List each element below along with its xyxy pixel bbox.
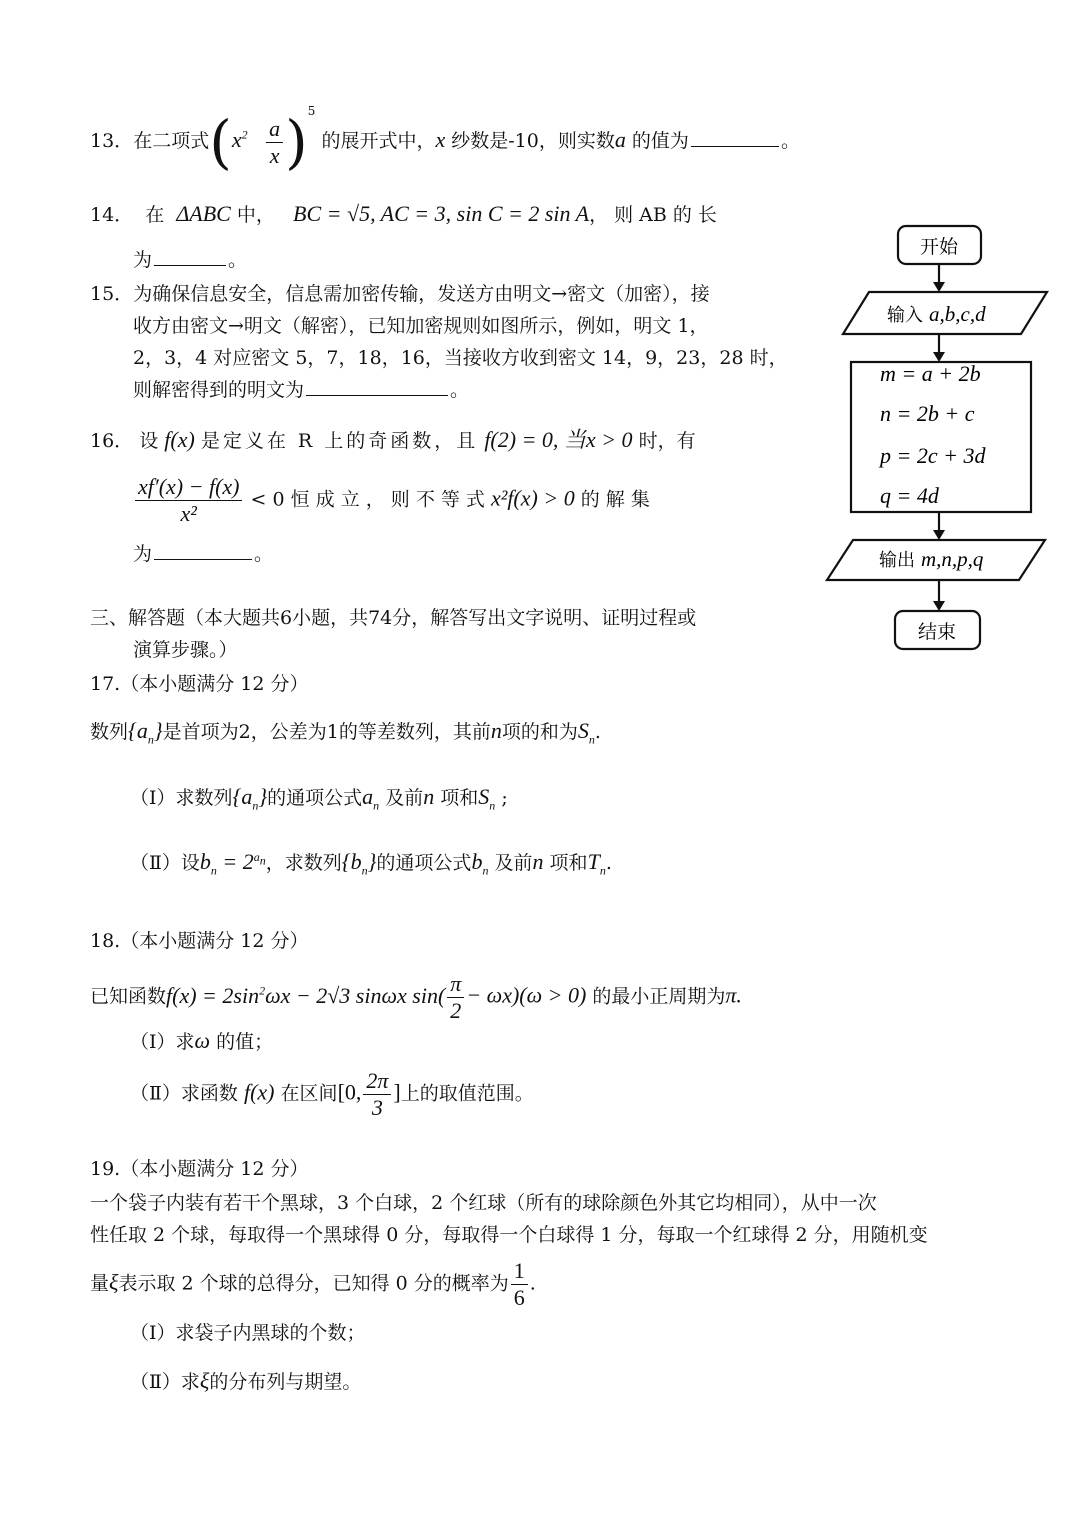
sum-sn: $S_n$ <box>478 784 496 813</box>
part-text: 及前 <box>385 787 424 809</box>
function-fx: f(x) <box>164 427 195 452</box>
binomial-power: 5 <box>307 104 316 118</box>
question-text: 2，3，4 对应密文 5，7，18，16，当接收方收到密文 14，9，23，28 时， <box>133 347 788 369</box>
part-text: （Ⅰ）求 <box>130 1031 195 1053</box>
question-text: 为确保信息安全，信息需加密传输，发送方由明文→密文（加密），接 <box>133 283 710 305</box>
var-x: x <box>435 127 446 152</box>
question-text: 表示取 2 个球的总得分，已知得 0 分的概率为 <box>118 1272 509 1295</box>
question-number: 15． <box>90 283 134 305</box>
question-text: 则解密得到的明文为 <box>133 379 305 401</box>
part-text: （Ⅱ）求函数 <box>130 1082 238 1105</box>
sequence-bn: $\{b_n\}$ <box>341 849 377 878</box>
sequence-an: $\{a_n\}$ <box>128 718 163 747</box>
sum-tn: $T_n$ <box>587 849 606 878</box>
question-text: 性任取 2 个球，每取得一个黑球得 0 分，每取得一个白球得 1 分，每取一个红球得 2 分，用随机变 <box>90 1224 928 1246</box>
part-text: （Ⅰ）求数列 <box>130 787 233 809</box>
question-text: 的最小正周期为 <box>592 985 726 1008</box>
question-text: 是首项为2，公差为1的等差数列，其前 <box>162 721 491 743</box>
question-text: 是定义在 R 上的奇函数，且 <box>200 430 479 452</box>
xi: ξ <box>109 1269 119 1295</box>
flow-assign-m: m = a + 2b <box>880 361 981 386</box>
question-header: 18.（本小题满分 12 分） <box>90 930 309 952</box>
question-text: 时，有 <box>638 430 696 452</box>
question-text: 数列 <box>90 721 129 743</box>
pi-over-2: $\frac{\pi}{2}$ <box>447 973 464 1022</box>
question-17-part2: （Ⅱ）设$b_n = 2^{a_n}$，求数列$\{b_n\}$的通项公式$b_n$ 及前n 项和$T_n$. <box>130 849 612 878</box>
question-number: 14． <box>90 204 134 226</box>
punct: 。 <box>450 379 470 401</box>
part-text: （Ⅰ）求袋子内黑球的个数； <box>130 1322 366 1344</box>
term-an: $a_n$ <box>362 784 380 813</box>
question-text: 纱数是-10，则实数 <box>451 130 615 152</box>
derivative-fraction: $\frac{xf'(x) - f(x)}{\text{x²}}$ <box>135 476 242 525</box>
part-text: （Ⅱ）求 <box>130 1371 200 1393</box>
section-text: 演算步骤。） <box>133 639 238 661</box>
flow-start-label: 开始 <box>919 236 959 258</box>
var-a: a <box>614 127 626 152</box>
part-text: 的通项公式 <box>376 852 472 874</box>
flow-output-label: 输出 m,n,p,q <box>879 547 984 571</box>
one-sixth: $\frac{1}{6}$ <box>511 1260 528 1309</box>
condition-formula: BC = √5, AC = 3, sin C = 2 sin A <box>293 201 590 226</box>
sequence-an: $\{a_n\}$ <box>232 784 268 813</box>
part-text: 在区间 <box>280 1082 338 1105</box>
question-text: < 0 恒 成 立 ， 则 不 等 式 <box>250 488 485 511</box>
question-text: 在 <box>145 204 165 226</box>
function-definition: $f(x) = 2\sin^2\omega x - 2√3$ sinωx sin( <box>166 982 446 1008</box>
part-text: ，求数列 <box>265 852 342 874</box>
question-text: 的 解 集 <box>580 488 650 511</box>
part-text: 的通项公式 <box>267 787 363 809</box>
question-number: 13． <box>90 130 134 152</box>
binomial-term: $x^2$ <box>231 127 248 152</box>
question-text: 设 <box>139 430 159 452</box>
flow-input-label: 输入 a,b,c,d <box>887 302 986 326</box>
two-pi-over-3: $\frac{2\pi}{3}$ <box>363 1070 391 1119</box>
var-n: n <box>423 784 435 809</box>
question-18-part2: （Ⅱ）求函数 f(x) 在区间[0, $\frac{2\pi}{3}$ ]上的取值范围。 <box>130 1068 534 1120</box>
question-header: 17.（本小题满分 12 分） <box>90 673 309 695</box>
question-text: 为 <box>133 543 153 565</box>
punct: 。 <box>780 130 800 152</box>
question-17-part1: （Ⅰ）求数列$\{a_n\}$的通项公式$a_n$ 及前n 项和$S_n$ ; <box>130 784 508 813</box>
part-text: 的分布列与期望。 <box>209 1371 362 1393</box>
binomial-fraction: $\frac{a}{x}$ <box>266 118 283 167</box>
flow-assign-n: n = 2b + c <box>880 401 975 426</box>
flow-assign-p: p = 2c + 3d <box>880 443 986 468</box>
question-text: 已知函数 <box>90 985 167 1008</box>
term-bn: $b_n$ <box>471 849 489 878</box>
interval: [0, <box>337 1079 362 1105</box>
question-text: 一个袋子内装有若干个黑球，3 个白球，2 个红球（所有的球除颜色外其它均相同），从中一次 <box>90 1192 877 1214</box>
question-text: 收方由密文→明文（解密），已知加密规则如图所示，例如，明文 1， <box>133 315 709 337</box>
triangle-abc: ΔABC <box>176 201 231 226</box>
question-text: 的值为 <box>631 130 689 152</box>
question-text: 为 <box>133 249 153 271</box>
part-text: 的值； <box>216 1031 274 1053</box>
punct: 。 <box>228 249 248 271</box>
flow-assign-q: q = 4d <box>880 483 939 508</box>
omega: ω <box>194 1028 211 1053</box>
pi: π. <box>725 982 742 1008</box>
part-text: 项和 <box>549 852 588 874</box>
left-paren: ( <box>209 108 232 176</box>
part-text: 及前 <box>494 852 533 874</box>
var-n: n <box>532 849 544 874</box>
sum-sn: $S_n$ <box>577 718 595 747</box>
question-17-stem: 数列$\{a_n\}$是首项为2，公差为1的等差数列，其前n项的和为$S_n$. <box>90 718 601 747</box>
section-text: 三、解答题（本大题共6小题，共74分，解答写出文字说明、证明过程或 <box>90 607 697 629</box>
condition-formula: f(2) = 0, 当x > 0 <box>484 427 633 452</box>
question-text: 在二项式 <box>133 130 210 152</box>
question-text: 量 <box>90 1272 110 1295</box>
flow-end-label: 结束 <box>917 621 957 643</box>
question-text: 中， <box>236 204 275 226</box>
question-number: 16． <box>90 430 134 452</box>
question-19-line3: 量ξ表示取 2 个球的总得分，已知得 0 分的概率为 $\frac{1}{6}$ . <box>90 1258 536 1310</box>
question-header: 19.（本小题满分 12 分） <box>90 1158 309 1180</box>
question-text: 的展开式中， <box>321 130 436 152</box>
inequality: x²f(x) > 0 <box>490 485 575 511</box>
question-text: 项的和为 <box>501 721 578 743</box>
part-text: 上的取值范围。 <box>400 1082 534 1105</box>
var-n: n <box>490 718 502 743</box>
question-text: ， 则 AB 的 长 <box>589 204 717 226</box>
right-paren: ) <box>285 108 308 176</box>
bn-definition: $b_n = 2^{a_n}$ <box>199 849 266 878</box>
function-fx: f(x) <box>243 1079 275 1105</box>
function-definition-tail: − ωx)(ω > 0) <box>466 982 587 1008</box>
part-text: 项和 <box>440 787 479 809</box>
xi: ξ <box>199 1368 210 1393</box>
punct: 。 <box>254 543 274 565</box>
part-text: （Ⅱ）设 <box>130 852 200 874</box>
